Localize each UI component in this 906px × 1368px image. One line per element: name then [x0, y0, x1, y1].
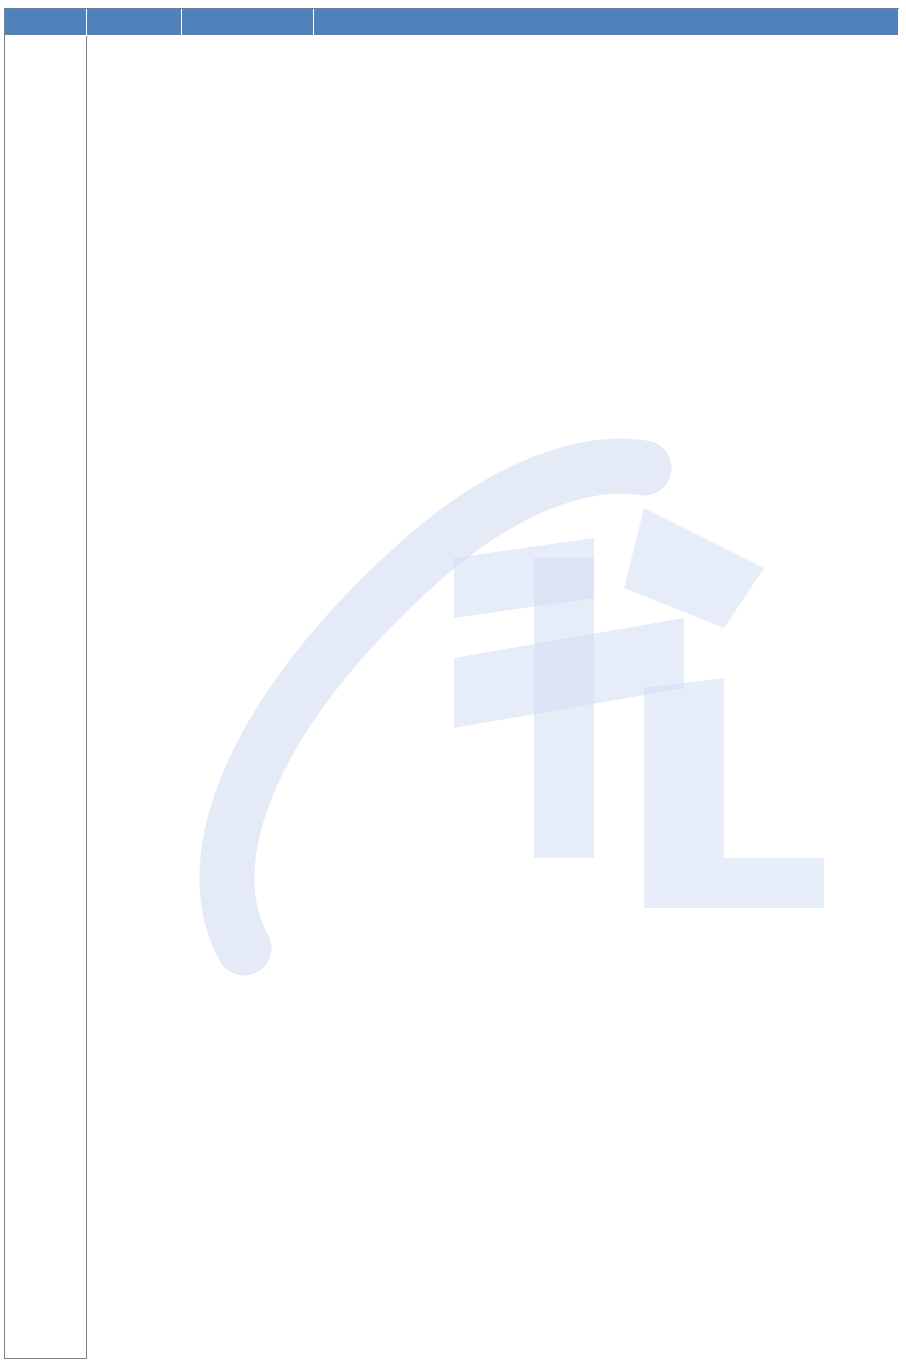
header-course: [4, 8, 87, 36]
curriculum-table: [4, 8, 899, 1359]
header-content: [314, 8, 899, 36]
lexun-logo-watermark-icon: [124, 388, 884, 1008]
header-topic: [182, 8, 314, 36]
table-border: [4, 8, 899, 1359]
course-name-cell: [4, 36, 87, 1359]
header-time: [87, 8, 182, 36]
